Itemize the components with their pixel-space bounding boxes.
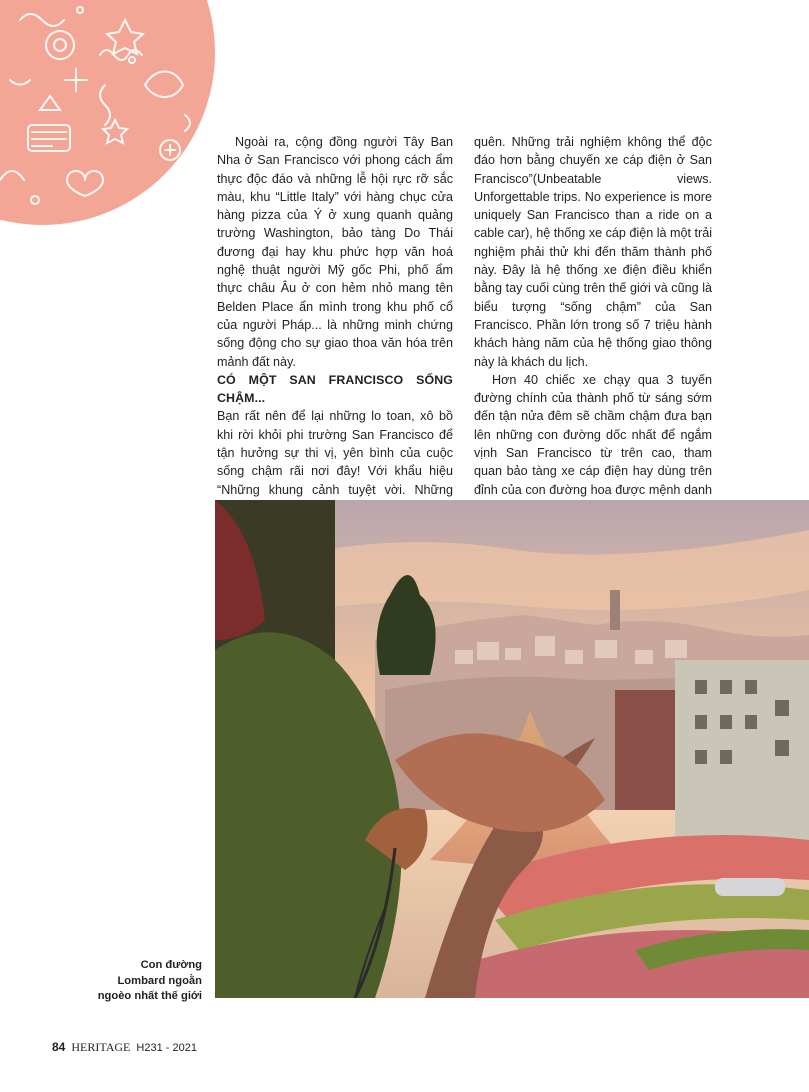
lombard-street-photo [215, 500, 809, 998]
left-paragraph-2: Bạn rất nên để lại những lo toan, xô bồ khi rời khỏi phi trường San Francisco để tận hưởng sự thi vị, yên bình của cuộc sống chậm rãi nơi đây! Với khẩu hiệu “Những khung cảnh tuyệt vời. Những [217, 409, 453, 497]
article-right-column [474, 133, 712, 517]
section-heading: CÓ MỘT SAN FRANCISCO SỐNG CHẬM... [217, 372, 453, 406]
issue-number: H231 - 2021 [136, 1042, 197, 1054]
right-paragraph-2: Hơn 40 chiếc xe chạy qua 3 tuyến đường chính của thành phố từ sáng sớm đến tận nửa đêm sẽ chầm chậm đưa bạn lên những con đường dốc nhất để ngắm vịnh San Francisco từ trên cao, tham quan bảo tàng xe cáp điện hay dùng trên đỉnh của con đường hoa được mệnh danh [474, 372, 712, 497]
page-number: 84 [52, 1040, 66, 1054]
article-left-column [217, 133, 453, 517]
page-footer [52, 1040, 197, 1055]
left-paragraph-1: Ngoài ra, cộng đồng người Tây Ban Nha ở San Francisco với phong cách ẩm thực độc đáo và những lễ hội rực rỡ sắc màu, khu “Little Italy” với hàng chục cửa hàng pizza của Ý ở xung quanh quảng trường Washington, bảo tàng Do Thái đương đại hay khu phức hợp văn hoá nghệ thuật người Mỹ gốc Phi, phố ẩm thực châu Âu ở con hẻm nhỏ mang tên Belden Place ẩn mình trong khu phố cổ của người Pháp... là những minh chứng sống động cho sự giao thoa văn hóa trên mảnh đất này. [217, 135, 453, 369]
doodle-pattern [0, 0, 215, 225]
decorative-pattern-circle [0, 0, 215, 225]
right-paragraph-1: quên. Những trải nghiệm không thể độc đáo hơn bằng chuyến xe cáp điện ở San Francisco”(Unbeatable views. Unforgettable trips. No experience is more uniquely San Francisco than a ride on a cable car), hệ thống xe cáp điện là một trải nghiệm phải thử khi đến thăm thành phố này. Đây là hệ thống xe điện điều khiển bằng tay cuối cùng trên thế giới và cũng là biểu tượng “sống chậm” của San Francisco. Phần lớn trong số 7 triệu hành khách hàng năm của hệ thống giao thông này là khách du lịch. [474, 135, 713, 369]
magazine-name: HERITAGE [71, 1040, 131, 1054]
photo-caption: Con đường Lombard ngoằn ngoèo nhất thế giới [97, 959, 202, 1002]
